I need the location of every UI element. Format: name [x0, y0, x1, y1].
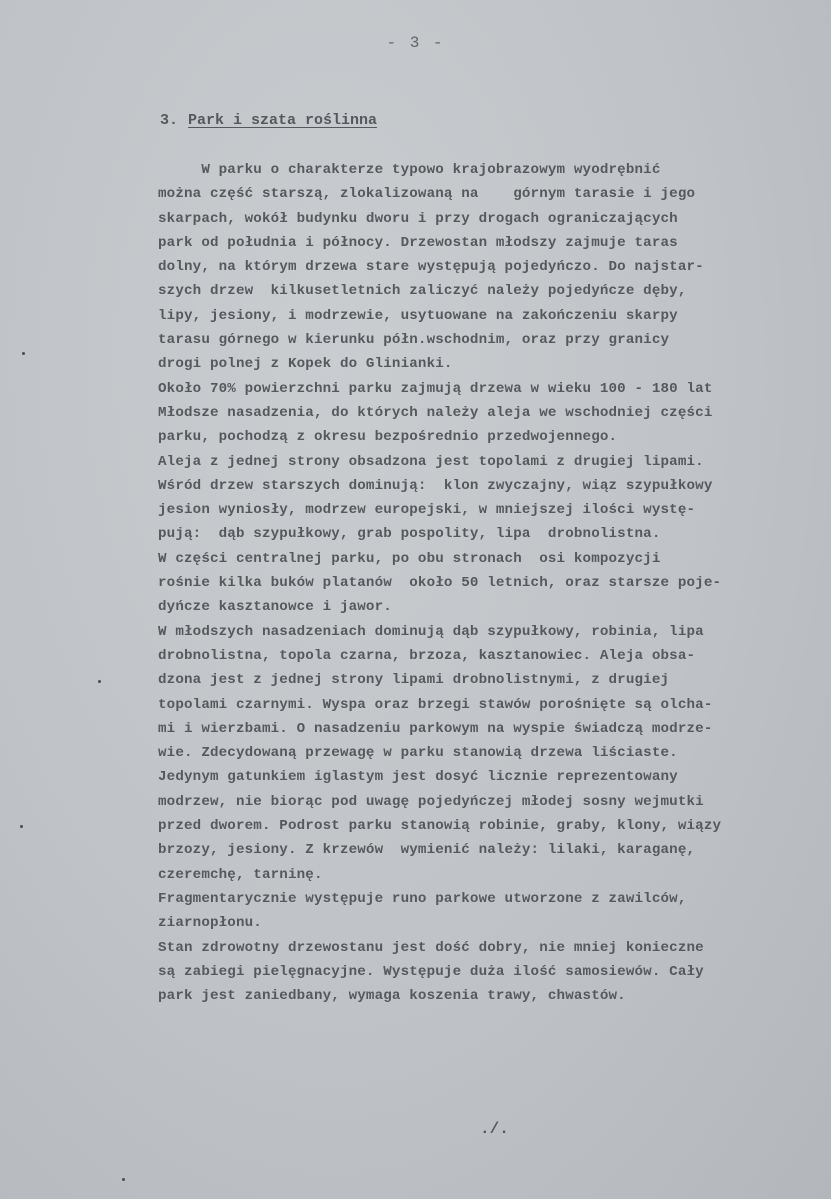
- section-heading: [160, 112, 377, 129]
- text-line: W części centralnej parku, po obu stronach osi kompozycji: [158, 550, 661, 567]
- paper-speck: [20, 825, 23, 828]
- text-line: przed dworem. Podrost parku stanowią robinie, graby, klony, wiązy: [158, 818, 722, 835]
- text-line: Młodsze nasadzenia, do których należy aleja we wschodniej części: [158, 404, 713, 421]
- text-line: Jedynym gatunkiem iglastym jest dosyć licznie reprezentowany: [158, 769, 678, 786]
- text-line: jesion wyniosły, modrzew europejski, w mniejszej ilości wystę-: [158, 502, 696, 519]
- text-line: mi i wierzbami. O nasadzeniu parkowym na wyspie świadczą modrze-: [158, 720, 713, 737]
- text-line: W parku o charakterze typowo krajobrazowym wyodrębnić: [158, 162, 661, 178]
- page-number: - 3 -: [386, 34, 445, 52]
- text-line: Stan zdrowotny drzewostanu jest dość dobry, nie mniej konieczne: [158, 939, 704, 956]
- text-line: parku, pochodzą z okresu bezpośrednio przedwojennego.: [158, 429, 618, 446]
- text-line: wie. Zdecydowaną przewagę w parku stanowią drzewa liściaste.: [158, 745, 678, 762]
- text-line: tarasu górnego w kierunku półn.wschodnim, oraz przy granicy: [158, 332, 670, 349]
- text-line: dolny, na którym drzewa stare występują pojedyńczo. Do najstar-: [158, 259, 704, 276]
- section-number: 3.: [160, 112, 179, 129]
- text-line: park od południa i północy. Drzewostan młodszy zajmuje taras: [158, 234, 678, 251]
- text-line: są zabiegi pielęgnacyjne. Występuje duża ilość samosiewów. Cały: [158, 963, 704, 980]
- text-line: dyńcze kasztanowce i jawor.: [158, 599, 392, 616]
- text-line: W młodszych nasadzeniach dominują dąb szypułkowy, robinia, lipa: [158, 623, 704, 640]
- text-line: Fragmentarycznie występuje runo parkowe utworzone z zawilców,: [158, 890, 687, 907]
- text-line: topolami czarnymi. Wyspa oraz brzegi stawów porośnięte są olcha-: [158, 696, 713, 713]
- text-line: modrzew, nie biorąc pod uwagę pojedyńczej młodej sosny wejmutki: [158, 793, 704, 810]
- text-line: pują: dąb szypułkowy, grab pospolity, lipa drobnolistna.: [158, 526, 661, 543]
- text-line: brzozy, jesiony. Z krzewów wymienić należy: lilaki, karaganę,: [158, 842, 696, 859]
- text-line: czeremchę, tarninę.: [158, 866, 323, 883]
- text-line: rośnie kilka buków platanów około 50 letnich, oraz starsze poje-: [158, 575, 722, 592]
- text-line: skarpach, wokół budynku dworu i przy drogach ograniczających: [158, 210, 678, 227]
- section-title: Park i szata roślinna: [188, 112, 378, 129]
- paper-speck: [122, 1178, 125, 1181]
- paper-speck: [22, 352, 25, 355]
- continuation-mark: ./.: [480, 1120, 509, 1138]
- text-line: Wśród drzew starszych dominują: klon zwyczajny, wiąz szypułkowy: [158, 477, 713, 494]
- text-line: ziarnopłonu.: [158, 915, 262, 932]
- text-line: Około 70% powierzchni parku zajmują drzewa w wieku 100 - 180 lat: [158, 380, 713, 397]
- text-line: drogi polnej z Kopek do Glinianki.: [158, 356, 453, 373]
- text-line: dzona jest z jednej strony lipami drobnolistnymi, z drugiej: [158, 672, 670, 689]
- text-line: drobnolistna, topola czarna, brzoza, kasztanowiec. Aleja obsa-: [158, 647, 696, 664]
- body-text: [158, 158, 826, 1008]
- text-line: lipy, jesiony, i modrzewie, usytuowane na zakończeniu skarpy: [158, 307, 678, 324]
- text-line: park jest zaniedbany, wymaga koszenia trawy, chwastów.: [158, 988, 626, 1005]
- text-line: szych drzew kilkusetletnich zaliczyć należy pojedyńcze dęby,: [158, 283, 687, 300]
- text-line: Aleja z jednej strony obsadzona jest topolami z drugiej lipami.: [158, 453, 704, 470]
- text-line: można część starszą, zlokalizowaną na górnym tarasie i jego: [158, 186, 696, 203]
- paper-speck: [98, 680, 101, 683]
